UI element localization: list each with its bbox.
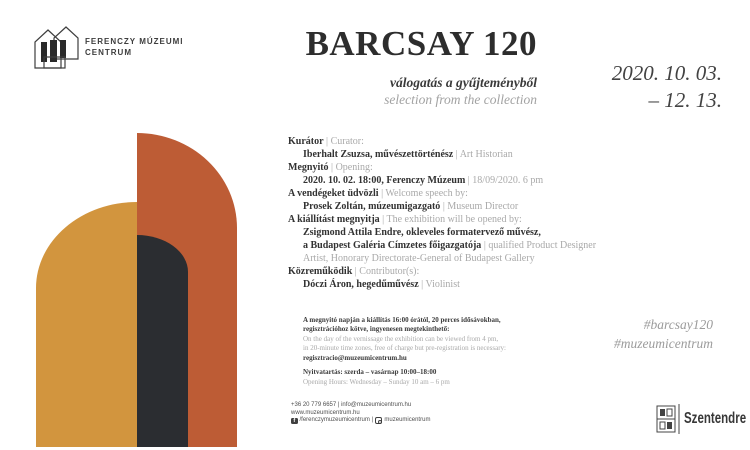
museum-houses-icon <box>33 26 81 72</box>
detail-row <box>288 161 596 174</box>
detail-en: qualified Product Designer <box>488 240 597 251</box>
contact-social <box>291 417 430 425</box>
instagram-handle: muzeumicentrum <box>384 417 431 424</box>
registration-note <box>303 316 506 363</box>
dark-arch <box>137 235 188 447</box>
detail-hu: A kiállítást megnyitja <box>288 214 380 225</box>
detail-hu: Prosek Zoltán, múzeumigazgató <box>303 201 441 212</box>
detail-row <box>288 252 596 265</box>
subtitle-english: selection from the collection <box>384 92 537 107</box>
detail-hu: 2020. 10. 02. 18:00, Ferenczy Múzeum <box>303 175 466 186</box>
title-block <box>280 26 537 108</box>
detail-row <box>288 187 596 200</box>
ochre-arch <box>36 202 137 447</box>
registration-en-line1: On the day of the vernissage the exhibition can be viewed from 4 pm, <box>303 334 499 343</box>
detail-sep: | <box>352 266 360 277</box>
instagram-icon <box>375 417 382 424</box>
contact-block <box>291 402 430 425</box>
city-logo <box>656 404 750 434</box>
registration-en-line2: in 20-minute time zones, free of charge but pre-registration is necessary: <box>303 344 506 353</box>
exhibition-title: BARCSAY 120 <box>305 24 537 63</box>
detail-hu: Kurátor <box>288 136 324 147</box>
detail-sep: | <box>328 162 336 173</box>
social-separator: | <box>371 417 374 424</box>
museum-name <box>85 36 184 72</box>
detail-row <box>288 148 596 161</box>
detail-en: The exhibition will be opened by: <box>386 214 522 225</box>
registration-hu-line2: regisztrációhoz kötve, ingyenesen megtekinthető: <box>303 325 450 334</box>
arch-artwork <box>0 120 280 450</box>
museum-name-line1: FERENCZY MÚZEUMI <box>85 37 184 46</box>
contact-phone-email: +36 20 779 6657 | info@muzeumicentrum.hu <box>291 402 412 408</box>
detail-sep: | <box>378 188 386 199</box>
detail-en: Violinist <box>425 279 460 290</box>
detail-sep: | <box>481 240 489 251</box>
contact-website: www.muzeumicentrum.hu <box>291 409 360 416</box>
hashtag-muzeumicentrum: #muzeumicentrum <box>614 336 713 351</box>
subtitle-hungarian: válogatás a gyűjteményből <box>390 75 537 90</box>
detail-row <box>288 174 596 187</box>
exhibition-dates <box>612 60 722 114</box>
detail-hu: A vendégeket üdvözli <box>288 188 379 199</box>
detail-sep: | <box>379 214 387 225</box>
detail-en: Museum Director <box>447 201 519 212</box>
registration-email: regisztracio@muzeumicentrum.hu <box>303 353 407 362</box>
detail-hu: Megnyitó <box>288 162 329 173</box>
opening-hours <box>303 368 450 387</box>
detail-row <box>288 213 596 226</box>
detail-sep: | <box>453 149 460 160</box>
museum-name-line2: CENTRUM <box>85 48 132 57</box>
detail-row <box>288 200 596 213</box>
detail-row <box>288 226 596 239</box>
detail-sep: | <box>440 201 448 212</box>
detail-hu: a Budapest Galéria Címzetes főigazgatója <box>303 240 482 251</box>
detail-row <box>288 265 596 278</box>
detail-sep: | <box>465 175 473 186</box>
opening-hours-en: Opening Hours: Wednesday – Sunday 10 am – 6 pm <box>303 377 450 386</box>
detail-en: Art Historian <box>459 149 513 160</box>
event-details <box>288 135 596 291</box>
detail-sep: | <box>418 279 426 290</box>
detail-en: 18/09/2020. 6 pm <box>472 175 544 186</box>
detail-sep: | <box>323 136 331 147</box>
hashtags <box>614 315 713 353</box>
detail-en: Curator: <box>330 136 364 147</box>
facebook-handle: /ferenczymuzeumicentrum <box>299 417 370 424</box>
detail-en: Artist, Honorary Directorate-General of Budapest Gallery <box>303 253 535 264</box>
detail-hu: Zsigmond Attila Endre, okleveles formatervező művész, <box>303 227 541 238</box>
detail-en: Opening: <box>335 162 373 173</box>
detail-en: Welcome speech by: <box>385 188 468 199</box>
hashtag-barcsay: #barcsay120 <box>643 317 713 332</box>
facebook-icon <box>291 418 298 425</box>
detail-row <box>288 278 596 291</box>
detail-hu: Iberhalt Zsuzsa, művészettörténész <box>303 149 454 160</box>
detail-hu: Dóczi Áron, hegedűművész <box>303 279 419 290</box>
detail-row <box>288 135 596 148</box>
date-end: – 12. 13. <box>648 88 722 112</box>
detail-en: Contributor(s): <box>359 266 420 277</box>
opening-hours-hu: Nyitvatartás: szerda – vasárnap 10:00–18:00 <box>303 368 437 376</box>
detail-hu: Közreműködik <box>288 266 353 277</box>
detail-row <box>288 239 596 252</box>
museum-logo <box>33 26 184 72</box>
date-start: 2020. 10. 03. <box>611 61 722 85</box>
city-name: Szentendre <box>684 410 747 427</box>
registration-hu-line1: A megnyitó napján a kiállítás 16:00 órától, 20 perces idősávokban, <box>303 316 501 324</box>
szentendre-emblem-icon <box>656 404 682 434</box>
